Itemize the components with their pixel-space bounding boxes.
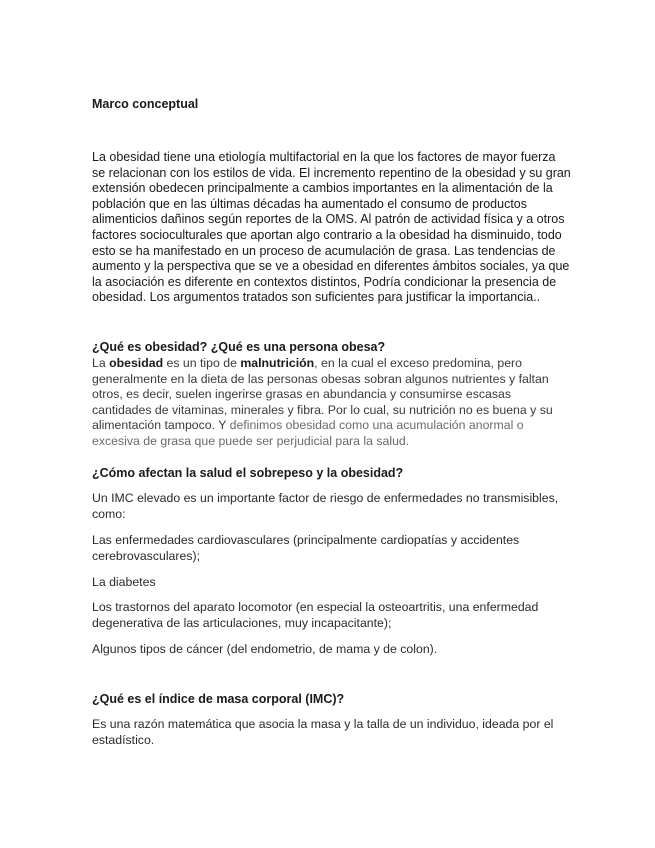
- definition-term-obesidad: obesidad: [109, 356, 164, 370]
- definition-text-mid: es un tipo de: [163, 356, 241, 370]
- bmi-question-heading: ¿Qué es el índice de masa corporal (IMC)?: [92, 692, 345, 706]
- obesity-question-heading: ¿Qué es obesidad? ¿Qué es una persona obesa?: [92, 340, 386, 354]
- definition-term-malnutricion: malnutrición: [240, 356, 315, 370]
- obesity-definition-paragraph: [92, 356, 562, 450]
- cardiovascular-paragraph: Las enfermedades cardiovasculares (principalmente cardiopatías y accidentes cerebrovasculares);: [92, 533, 520, 563]
- cancer-paragraph: Algunos tipos de cáncer (del endometrio, de mama y de colon).: [92, 642, 438, 656]
- definition-text-rest: , en la cual el exceso predomina, pero generalmente en la dieta de las personas obesas sobran algunos nutrientes y faltan otros, es decir, suelen ingerirse grasas en abundancia y consumirse escasas cantidades de vitaminas, minerales y fibra. Por lo cual, su nutrición no es buena y su alimentación tampoco. Y: [92, 356, 553, 433]
- bmi-definition-paragraph: Es una razón matemática que asocia la masa y la talla de un individuo, ideada por el estadístico.: [92, 717, 554, 747]
- diabetes-paragraph: La diabetes: [92, 575, 156, 589]
- definition-text-start: La: [92, 356, 110, 370]
- health-effects-heading: ¿Cómo afectan la salud el sobrepeso y la obesidad?: [92, 466, 404, 480]
- page-title: Marco conceptual: [92, 97, 199, 111]
- intro-paragraph: La obesidad tiene una etiología multifactorial en la que los factores de mayor fuerza se relacionan con los estilos de vida. El incremento repentino de la obesidad y su gran extensión obedecen principalmente a cambios importantes en la alimentación de la población que en las últimas décadas ha aumentado el consumo de productos alimenticios dañinos según reportes de la OMS. Al patrón de actividad física y a otros factores socioculturales que aportan algo contrario a la obesidad ha disminuido, todo esto se ha manifestado en un proceso de acumulación de grasa. Las tendencias de aumento y la perspectiva que se ve a obesidad en diferentes ámbitos sociales, ya que la asociación es diferente en contextos distintos, Podría condicionar la presencia de obesidad. Los argumentos tratados son suficientes para justificar la importancia..: [92, 150, 571, 305]
- definition-text-who: definimos obesidad como una acumulación anormal o excesiva de grasa que puede ser perjudicial para la salud.: [92, 418, 524, 448]
- locomotor-paragraph: Los trastornos del aparato locomotor (en especial la osteoartritis, una enfermedad degenerativa de las articulaciones, muy incapacitante);: [92, 600, 539, 630]
- bmi-risk-paragraph: Un IMC elevado es un importante factor de riesgo de enfermedades no transmisibles, como:: [92, 491, 559, 521]
